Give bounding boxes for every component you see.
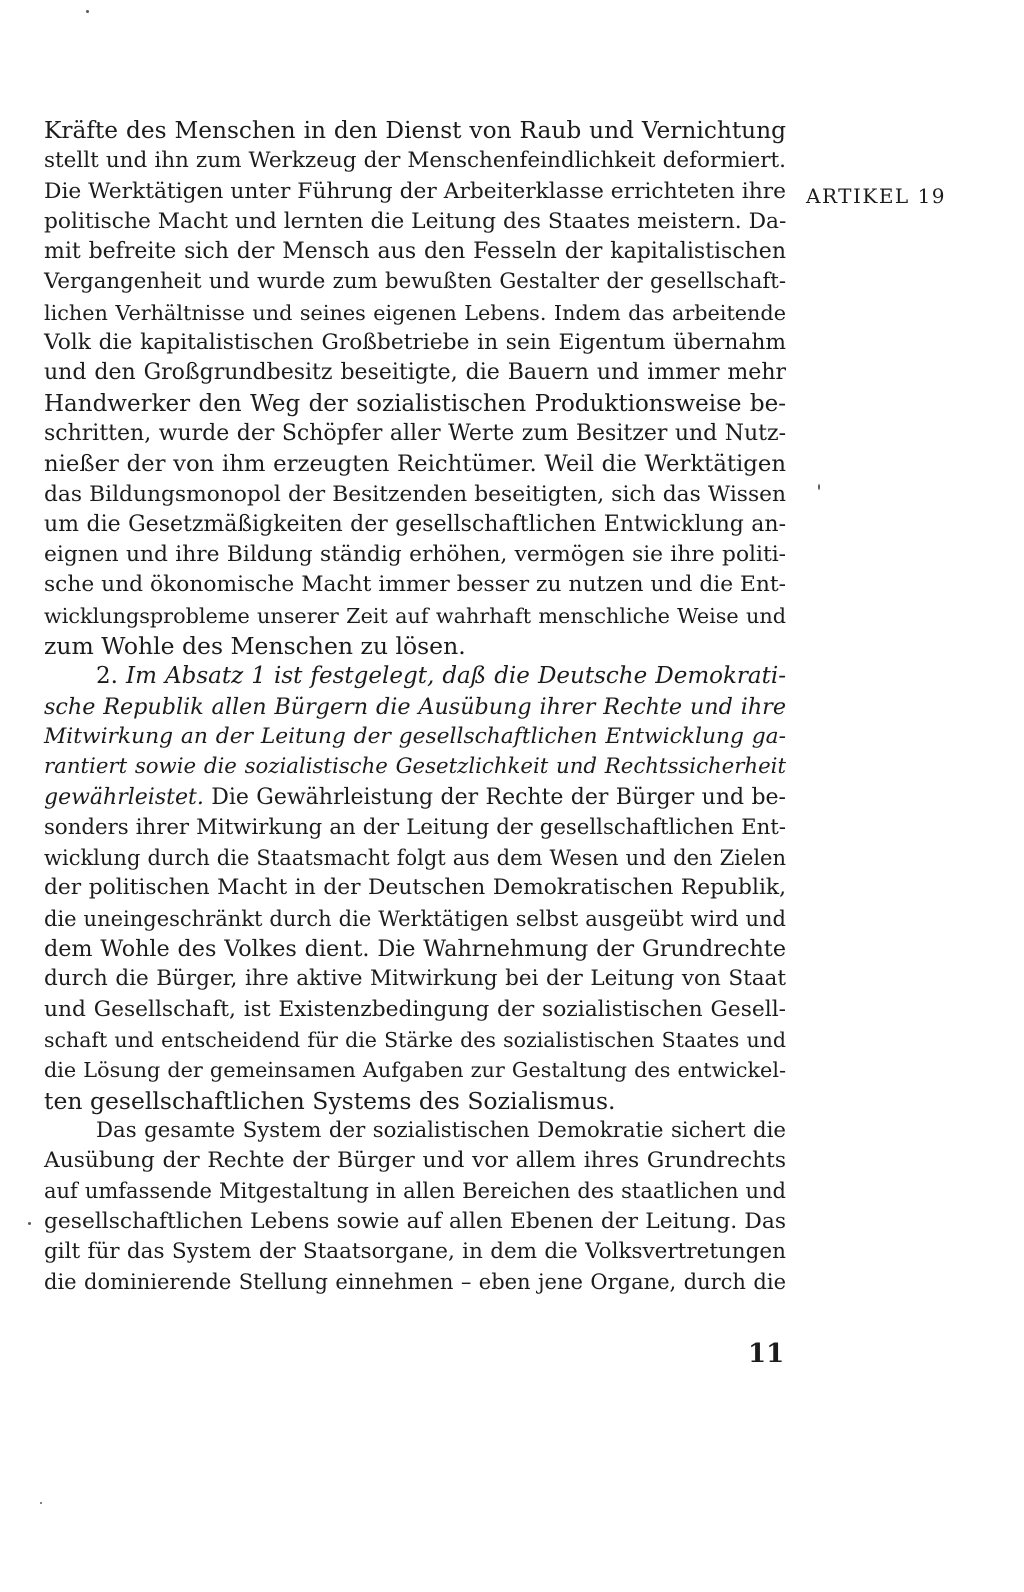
text-line: Kräfte des Menschen in den Dienst von Raub und Vernichtung — [44, 117, 786, 144]
text-line: ten gesellschaftlichen Systems des Sozialismus. — [44, 1086, 616, 1115]
text-line: die uneingeschränkt durch die Werktätigen selbst ausgeübt wird und — [44, 906, 786, 931]
text-line: eignen und ihre Bildung ständig erhöhen, vermögen sie ihre politi- — [44, 542, 786, 568]
paper-speck — [28, 1222, 31, 1225]
text-line: wicklungsprobleme unserer Zeit auf wahrhaft menschliche Weise und — [44, 603, 786, 628]
text-line: das Bildungsmonopol der Besitzenden beseitigten, sich das Wissen — [44, 481, 786, 507]
paper-speck — [818, 484, 820, 490]
text-line: schaft und entscheidend für die Stärke des sozialistischen Staates und — [44, 1027, 786, 1052]
page-number: 11 — [748, 1339, 785, 1369]
paper-speck — [86, 10, 89, 13]
italic-text: gewährleistet. — [44, 784, 204, 810]
text-line: Vergangenheit und wurde zum bewußten Gestalter der gesellschaft- — [44, 269, 786, 295]
text-line: Handwerker den Weg der sozialistischen Produktionsweise be- — [44, 390, 786, 417]
text-line: Das gesamte System der sozialistischen Demokratie sichert die — [96, 1117, 786, 1143]
text-line: die Lösung der gemeinsamen Aufgaben zur Gestaltung des entwickel- — [44, 1058, 786, 1083]
text-line: gesellschaftlichen Lebens sowie auf allen Ebenen der Leitung. Das — [44, 1208, 786, 1234]
text-line: wicklung durch die Staatsmacht folgt aus dem Wesen und den Zielen — [44, 846, 786, 871]
text-line: sche Republik allen Bürgern die Ausübung ihrer Rechte und ihre — [44, 693, 786, 720]
text-line: Volk die kapitalistischen Großbetriebe in sein Eigentum übernahm — [44, 330, 786, 356]
text-line: mit befreite sich der Mensch aus den Fesseln der kapitalistischen — [44, 239, 786, 265]
text-line: die dominierende Stellung einnehmen – eben jene Organe, durch die — [44, 1270, 786, 1295]
text-line: stellt und ihn zum Werkzeug der Menschenfeindlichkeit deformiert. — [44, 148, 786, 174]
text-line: Die Werktätigen unter Führung der Arbeiterklasse errichteten ihre — [44, 178, 786, 204]
text-line: gilt für das System der Staatsorgane, in dem die Volksvertretungen — [44, 1238, 786, 1264]
text-line: sonders ihrer Mitwirkung an der Leitung der gesellschaftlichen Ent- — [44, 814, 786, 840]
text-line: durch die Bürger, ihre aktive Mitwirkung bei der Leitung von Staat — [44, 966, 786, 992]
paper-speck — [40, 1502, 42, 1504]
text-line: Ausübung der Rechte der Bürger und vor allem ihres Grundrechts — [44, 1148, 786, 1174]
text-line: nießer der von ihm erzeugten Reichtümer. Weil die Werktätigen — [44, 451, 786, 478]
text-line — [44, 783, 786, 813]
text-line: und den Großgrundbesitz beseitigte, die Bauern und immer mehr — [44, 360, 786, 386]
text-line: dem Wohle des Volkes dient. Die Wahrnehmung der Grundrechte — [44, 936, 786, 963]
text-line: rantiert sowie die sozialistische Gesetzlichkeit und Rechtssicherheit — [44, 754, 786, 780]
text-line: der politischen Macht in der Deutschen Demokratischen Republik, — [44, 875, 786, 901]
text-line: um die Gesetzmäßigkeiten der gesellschaftlichen Entwicklung an- — [44, 511, 786, 537]
margin-note-article: ARTIKEL 19 — [806, 184, 947, 208]
text-line: politische Macht und lernten die Leitung des Staates meistern. Da- — [44, 208, 787, 234]
text-line: zum Wohle des Menschen zu lösen. — [44, 632, 466, 661]
italic-text: Im Absatz 1 ist festgelegt, daß die Deutsche Demokrati- — [126, 663, 787, 690]
text-line: Mitwirkung an der Leitung der gesellschaftlichen Entwicklung ga- — [44, 723, 786, 749]
text-line: auf umfassende Mitgestaltung in allen Bereichen des staatlichen und — [44, 1179, 786, 1204]
text-line: sche und ökonomische Macht immer besser zu nutzen und die Ent- — [44, 572, 786, 598]
text-line: und Gesellschaft, ist Existenzbedingung der sozialistischen Gesell- — [44, 996, 786, 1022]
text-line — [44, 661, 786, 691]
body-text — [44, 116, 786, 1298]
text-line: lichen Verhältnisse und seines eigenen Lebens. Indem das arbeitende — [44, 300, 786, 325]
text-run: Die Gewährleistung der Rechte der Bürger und be- — [203, 784, 786, 810]
paragraph-number: 2. — [96, 663, 118, 690]
text-line: schritten, wurde der Schöpfer aller Werte zum Besitzer und Nutz- — [44, 420, 786, 446]
